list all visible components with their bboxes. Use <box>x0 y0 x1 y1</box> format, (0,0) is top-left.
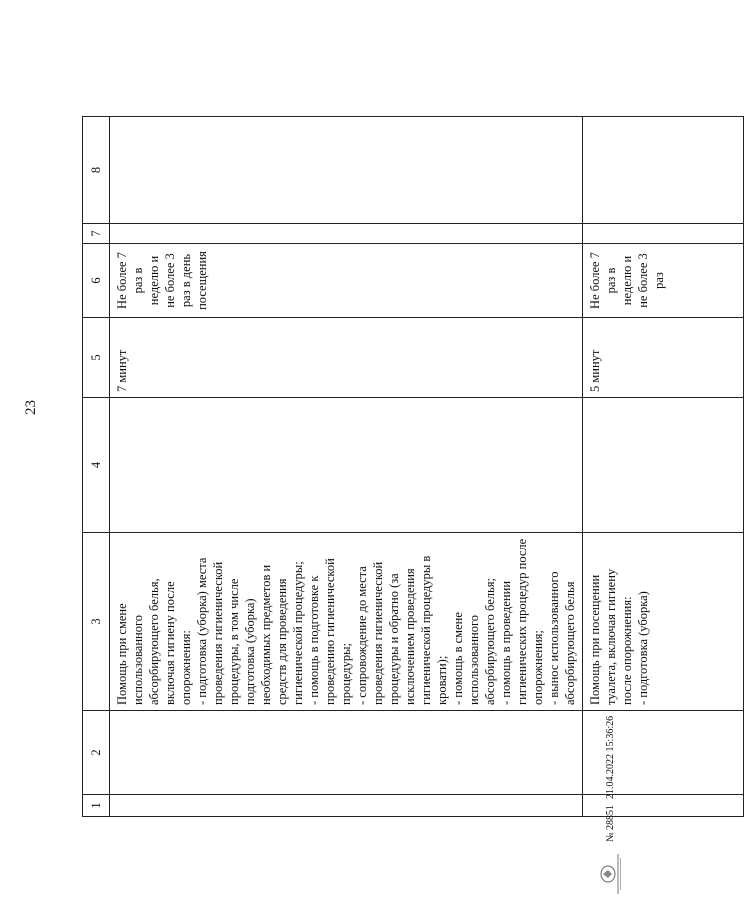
service-frequency: Не более 7 раз в неделю и не более 3 раз <box>583 244 744 318</box>
document-datetime: 21.04.2022 15:36:26 <box>604 715 616 799</box>
table-cell <box>583 224 744 244</box>
header-cell: 2 <box>83 711 110 795</box>
table-cell <box>583 398 744 533</box>
header-cell: 4 <box>83 398 110 533</box>
table-cell <box>110 398 583 533</box>
service-time: 7 минут <box>110 318 583 398</box>
header-cell: 8 <box>83 117 110 224</box>
document-number: № 28851 <box>604 804 616 842</box>
emblem-stamp-icon <box>598 848 622 900</box>
document-footer <box>598 600 622 900</box>
table-cell <box>583 117 744 224</box>
service-time: 5 минут <box>583 318 744 398</box>
service-description: Помощь при смене использованного абсорбирующего белья, включая гигиену после опорожнения: - подготовка (уборка) места проведения гигиенической процедуры, в том числе подготовка (уборка) необходимых предметов и средств для проведения гигиенической процедуры; - помощь в подготовке к проведению гигиенической процедуры; - сопровождение до места проведения гигиенической процедуры и обратно (за исключением проведения гигиенической процедуры в кровати); - помощь в смене использованного абсорбирующего белья; - помощь в проведении гигиенических процедур после опорожнения; - вынос использованного абсорбирующего белья <box>110 533 583 711</box>
service-description: Помощь при посещении туалета, включая гигиену после опорожнения: - подготовка (уборка) <box>583 533 744 711</box>
table-cell <box>110 224 583 244</box>
page-number: 23 <box>23 400 39 415</box>
header-cell: 7 <box>83 224 110 244</box>
header-cell: 1 <box>83 795 110 817</box>
service-table <box>82 116 744 817</box>
table-cell <box>110 117 583 224</box>
service-frequency: Не более 7 раз в неделю и не более 3 раз в день посещения <box>110 244 583 318</box>
header-cell: 6 <box>83 244 110 318</box>
header-row <box>83 117 110 817</box>
table-cell <box>110 795 583 817</box>
header-cell: 3 <box>83 533 110 711</box>
header-cell: 5 <box>83 318 110 398</box>
table-row <box>110 117 583 817</box>
table-cell <box>110 711 583 795</box>
